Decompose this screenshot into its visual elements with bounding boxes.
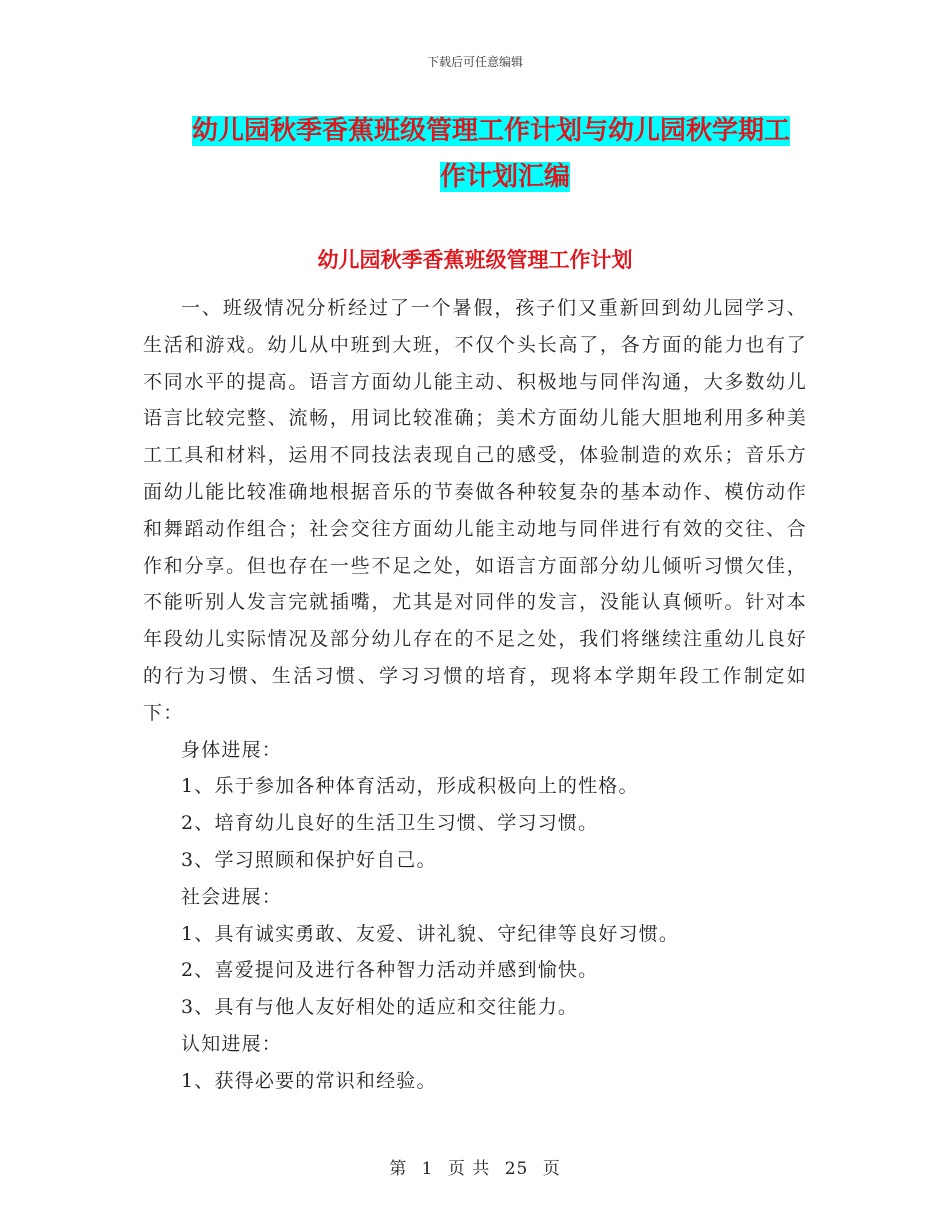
title-highlight-1: 幼儿园秋季香蕉班级管理工作计划与幼儿园秋学期工 [192, 116, 791, 146]
document-body [143, 290, 807, 1100]
section-title: 幼儿园秋季香蕉班级管理工作计划 [317, 248, 633, 272]
intro-paragraph: 一、班级情况分析经过了一个暑假，孩子们又重新回到幼儿园学习、生活和游戏。幼儿从中班到大班，不仅个头长高了，各方面的能力也有了不同水平的提高。语言方面幼儿能主动、积极地与同伴沟通，大多数幼儿语言比较完整、流畅，用词比较准确；美术方面幼儿能大胆地利用多种美工工具和材料，运用不同技法表现自己的感受，体验制造的欢乐；音乐方面幼儿能比较准确地根据音乐的节奏做各种较复杂的基本动作、模仿动作和舞蹈动作组合；社会交往方面幼儿能主动地与同伴进行有效的交往、合作和分享。但也存在一些不足之处，如语言方面部分幼儿倾听习惯欠佳，不能听别人发言完就插嘴，尤其是对同伴的发言，没能认真倾听。针对本年段幼儿实际情况及部分幼儿存在的不足之处，我们将继续注重幼儿良好的行为习惯、生活习惯、学习习惯的培育，现将本学期年段工作制定如下： [143, 297, 807, 724]
section-heading-social: 社会进展： [181, 885, 283, 908]
footer-prefix: 第 [389, 1159, 408, 1179]
document-title-line-2 [198, 154, 812, 200]
footer-page-number: 1 [421, 1159, 434, 1179]
list-item: 1、具有诚实勇敢、友爱、讲礼貌、守纪律等良好习惯。 [181, 922, 680, 945]
list-item: 1、获得必要的常识和经验。 [181, 1069, 437, 1092]
document-title-line-1 [192, 108, 812, 154]
list-item: 2、培育幼儿良好的生活卫生习惯、学习习惯。 [181, 812, 599, 835]
title-highlight-2: 作计划汇编 [439, 162, 570, 192]
page-footer [0, 1154, 950, 1179]
document-title [192, 108, 812, 200]
list-item: 3、学习照顾和保护好自己。 [181, 848, 437, 871]
section-heading-cognitive: 认知进展： [181, 1032, 283, 1055]
list-item: 2、喜爱提问及进行各种智力活动并感到愉快。 [181, 959, 599, 982]
footer-suffix: 页 [542, 1159, 561, 1179]
list-item: 3、具有与他人友好相处的适应和交往能力。 [181, 996, 579, 1019]
footer-total-pages: 25 [504, 1159, 529, 1179]
list-item: 1、乐于参加各种体育活动，形成积极向上的性格。 [181, 775, 639, 798]
footer-middle: 页 共 [447, 1159, 491, 1179]
section-heading-physical: 身体进展： [181, 738, 283, 761]
header-note: 下载后可任意编辑 [426, 55, 523, 69]
